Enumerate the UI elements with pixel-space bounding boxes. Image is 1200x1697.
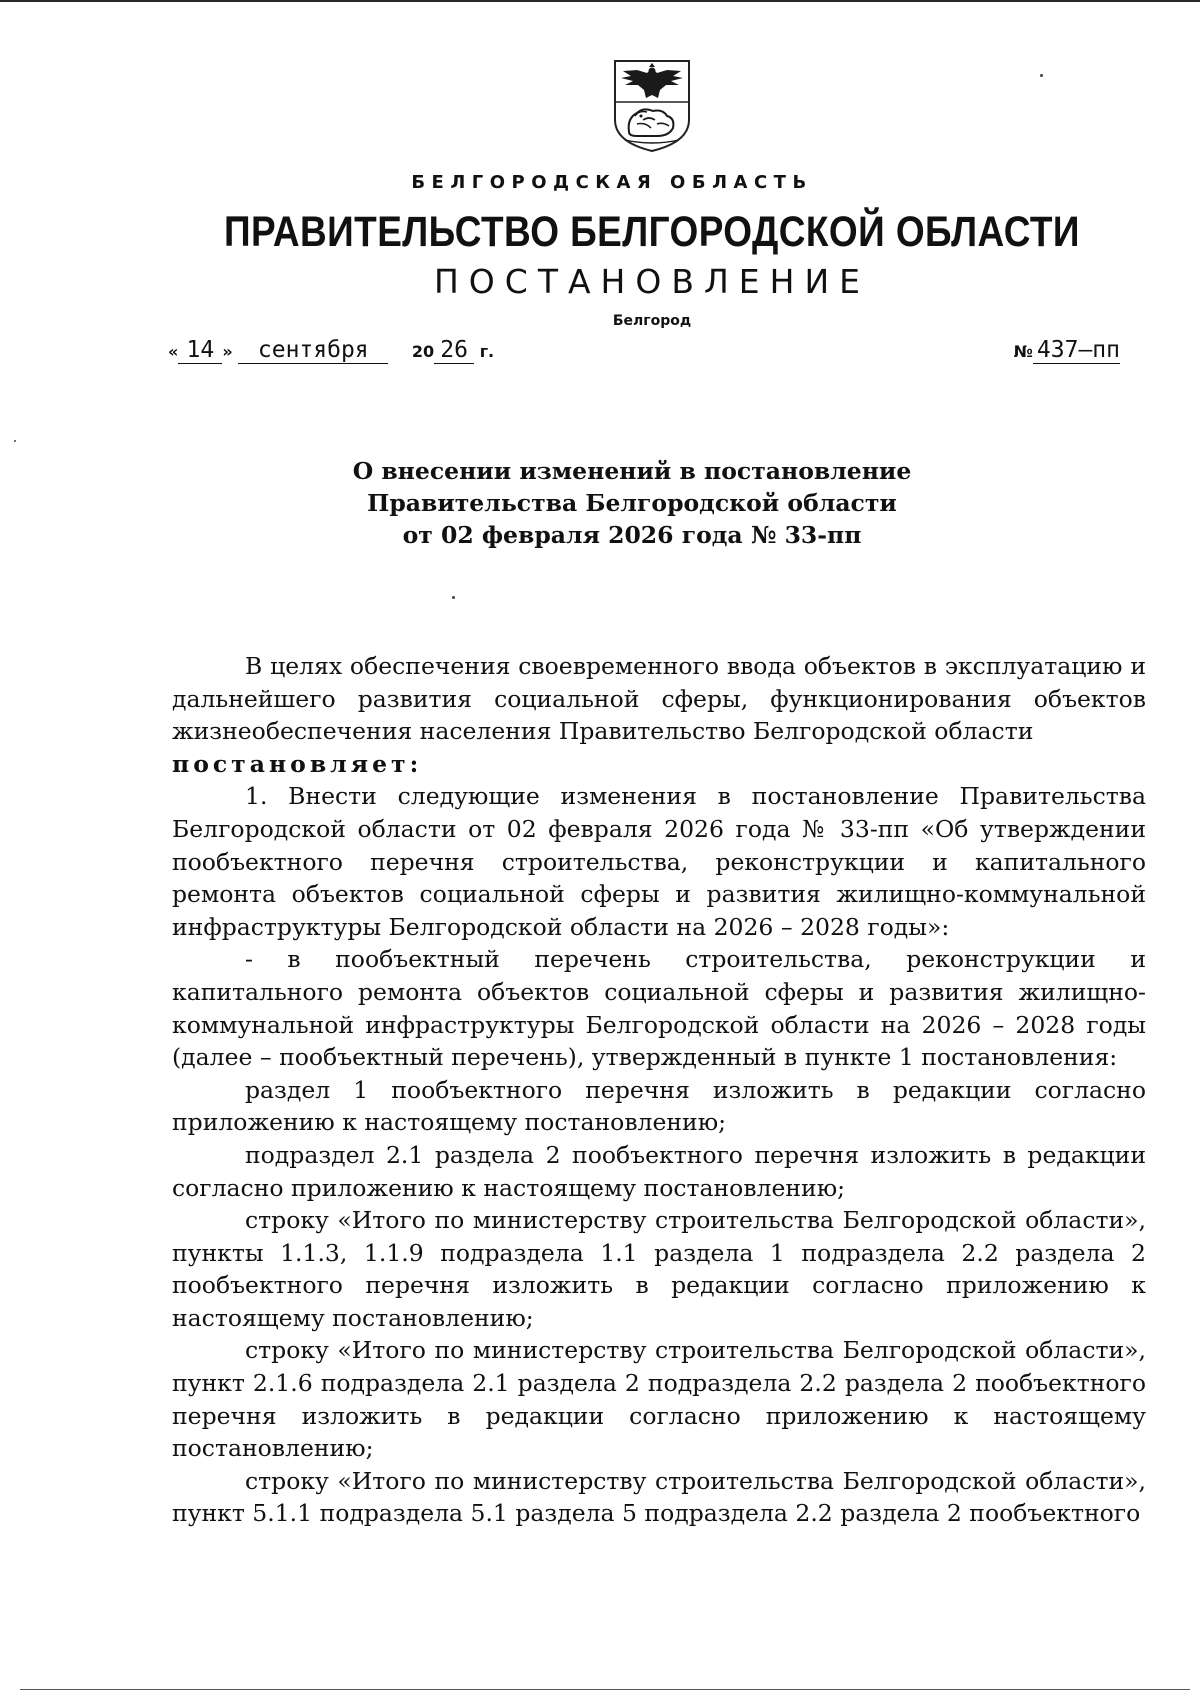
city-label: Белгород [612,313,692,329]
resolves-line [99,748,1146,781]
page-top-edge [0,0,1200,2]
title-line: от 02 февраля 2026 года № 33-пп [402,521,862,549]
date-open-quote: « [168,342,179,361]
scan-speck [452,596,455,599]
resolves-keyword: постановляет: [172,749,423,778]
document-date [168,337,494,367]
body-paragraph [172,650,1146,780]
document-title [0,455,1200,551]
date-year-abbr: г. [479,342,495,361]
document-type-heading: ПОСТАНОВЛЕНИЕ [433,262,870,301]
body-paragraph: - в пообъектный перечень строительства, реконструкции и капитального ремонта объектов социальной сферы и развития жилищно-коммунальной инфраструктуры Белгородской области на 2026 – 2028 годы (далее – пообъектный перечень), утвержденный в пункте 1 постановления: [172,945,1146,1072]
scan-speck [1040,74,1043,77]
date-day: 14 [178,337,222,364]
page-bottom-edge [20,1689,1190,1690]
date-close-quote: » [222,342,233,361]
body-paragraph: 1. Внести следующие изменения в постановление Правительства Белгородской области от 02 февраля 2026 года № 33-пп «Об утверждении пообъектного перечня строительства, реконструкции и капитального ремонта объектов социальной сферы и развития жилищно-коммунальной инфраструктуры Белгородской области на 2026 – 2028 годы»: [172,782,1146,941]
body-paragraph: строку «Итого по министерству строительства Белгородской области», пункты 1.1.3, 1.1.9 подраздела 1.1 раздела 1 подраздела 2.2 раздела 2 пообъектного перечня изложить в редакции согласно приложению к настоящему постановлению; [172,1206,1146,1332]
document-body [172,650,1146,1530]
body-paragraph: строку «Итого по министерству строительства Белгородской области», пункт 5.1.1 подраздела 5.1 раздела 5 подраздела 2.2 раздела 2 пообъектного [172,1466,1146,1528]
document-number [1014,337,1120,364]
body-paragraph: строку «Итого по министерству строительства Белгородской области», пункт 2.1.6 подраздела 2.1 раздела 2 подраздела 2.2 раздела 2 пообъектного перечня изложить в редакции согласно приложению к настоящему постановлению; [172,1336,1146,1463]
date-year-suffix: 26 [434,337,474,364]
body-paragraph: раздел 1 пообъектного перечня изложить в редакции согласно приложению к настоящему постановлению; [172,1075,1146,1137]
body-paragraph: подраздел 2.1 раздела 2 пообъектного перечня изложить в редакции согласно приложению к настоящему постановлению; [172,1140,1146,1202]
paragraph-text: В целях обеспечения своевременного ввода объектов в эксплуатацию и дальнейшего развития социальной сферы, функционирования объектов жизнеобеспечения населения Правительство Белгородской области [172,652,1146,746]
date-month: сентября [238,337,388,364]
number-prefix: № [1013,342,1033,361]
number-value: 437–пп [1033,337,1120,364]
date-year-prefix: 20 [411,342,435,361]
region-heading: БЕЛГОРОДСКАЯ ОБЛАСТЬ [411,172,813,193]
title-line: Правительства Белгородской области [367,489,897,517]
coat-of-arms-emblem [607,58,697,154]
title-line: О внесении изменений в постановление [352,457,912,485]
scan-speck [14,440,16,442]
government-heading: ПРАВИТЕЛЬСТВО БЕЛГОРОДСКОЙ ОБЛАСТИ [224,208,1080,256]
